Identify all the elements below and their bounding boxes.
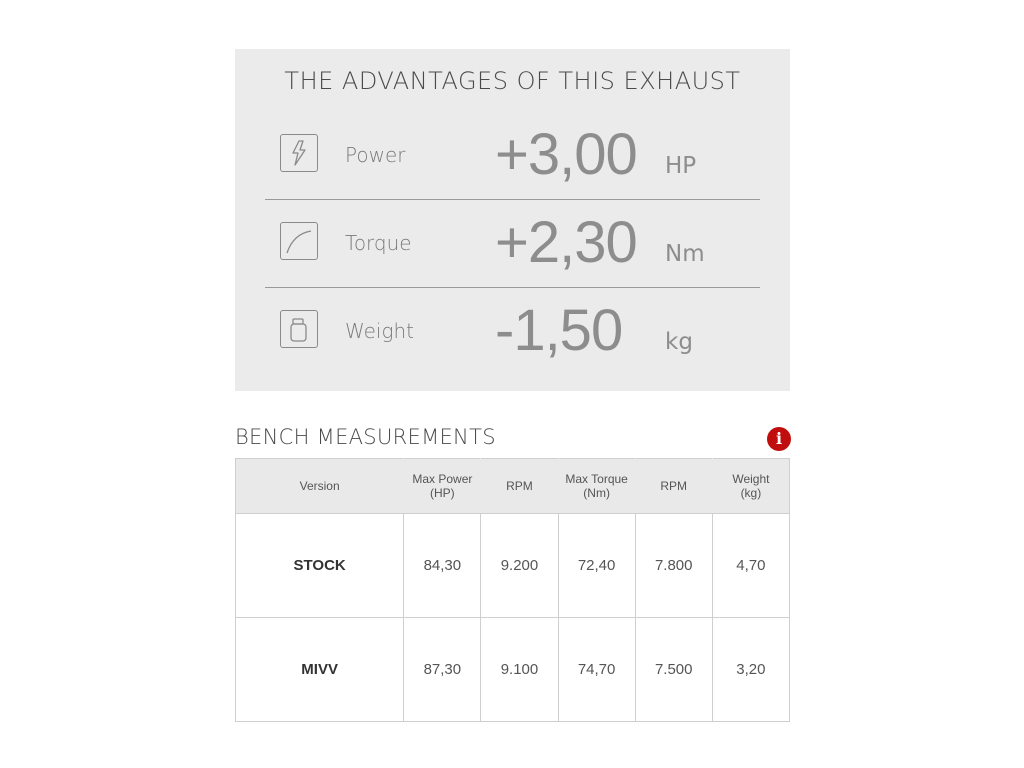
advantage-row-weight bbox=[265, 291, 760, 379]
advantage-unit: kg bbox=[665, 329, 693, 355]
column-header-rpm: RPM bbox=[635, 459, 712, 514]
column-header-max-power: Max Power (HP) bbox=[404, 459, 481, 514]
row-divider bbox=[265, 287, 760, 288]
advantage-unit: HP bbox=[665, 153, 697, 179]
advantage-value: +3,00 bbox=[495, 122, 637, 187]
advantage-label: Weight bbox=[345, 319, 414, 343]
advantages-title: THE ADVANTAGES OF THIS EXHAUST bbox=[284, 67, 741, 95]
advantage-row-torque bbox=[265, 203, 760, 291]
max-torque-cell: 72,40 bbox=[558, 514, 635, 618]
rpm-cell: 7.800 bbox=[635, 514, 712, 618]
bench-measurements-title: BENCH MEASUREMENTS bbox=[235, 425, 496, 449]
weight-cell: 4,70 bbox=[712, 514, 789, 618]
table-header-row bbox=[236, 459, 790, 514]
column-header-weight: Weight (kg) bbox=[712, 459, 789, 514]
table-row bbox=[236, 514, 790, 618]
max-power-cell: 87,30 bbox=[404, 618, 481, 722]
max-power-cell: 84,30 bbox=[404, 514, 481, 618]
row-divider bbox=[265, 199, 760, 200]
advantage-value: -1,50 bbox=[495, 298, 623, 363]
rpm-cell: 9.100 bbox=[481, 618, 558, 722]
weight-cell: 3,20 bbox=[712, 618, 789, 722]
weight-icon bbox=[280, 310, 318, 348]
column-header-rpm: RPM bbox=[481, 459, 558, 514]
column-header-version: Version bbox=[236, 459, 404, 514]
rpm-cell: 7.500 bbox=[635, 618, 712, 722]
advantage-value: +2,30 bbox=[495, 210, 637, 275]
advantages-panel bbox=[235, 49, 790, 391]
bench-table bbox=[235, 458, 790, 722]
lightning-icon bbox=[280, 134, 318, 172]
torque-curve-icon bbox=[280, 222, 318, 260]
rpm-cell: 9.200 bbox=[481, 514, 558, 618]
advantage-unit: Nm bbox=[665, 241, 705, 267]
advantage-label: Torque bbox=[345, 231, 412, 255]
version-cell: MIVV bbox=[236, 618, 404, 722]
advantage-label: Power bbox=[345, 143, 406, 167]
table-row bbox=[236, 618, 790, 722]
advantage-row-power bbox=[265, 115, 760, 203]
column-header-max-torque: Max Torque (Nm) bbox=[558, 459, 635, 514]
max-torque-cell: 74,70 bbox=[558, 618, 635, 722]
version-cell: STOCK bbox=[236, 514, 404, 618]
info-icon[interactable]: i bbox=[767, 427, 791, 451]
